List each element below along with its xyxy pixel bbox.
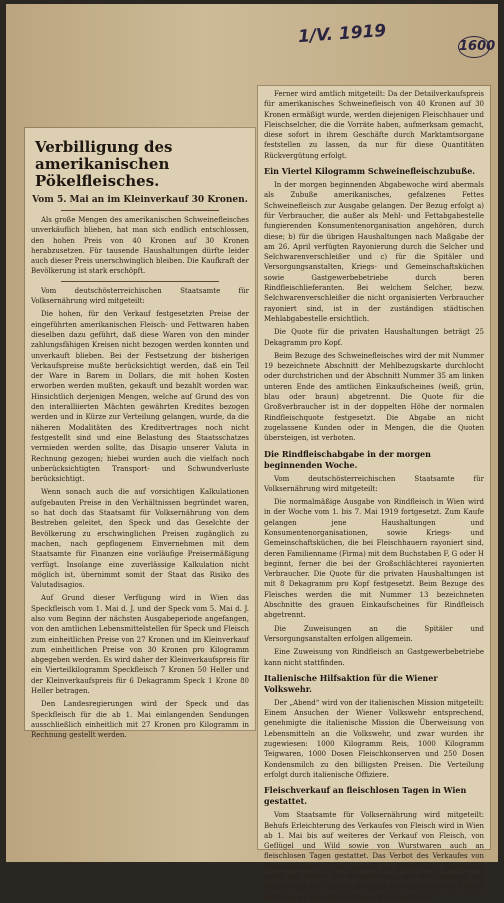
section-heading: Ein Viertel Kilogramm Schweinefleischzubuße. [264, 166, 476, 177]
handwritten-date: 1/V. 1919 [297, 20, 387, 48]
intro-paragraph: Ferner wird amtlich mitgeteilt: Da der Detailverkaufspreis für amerikanisches Schweinefleisch von 40 Kronen auf 30 Kronen ermäßigt wurde, werden diejenigen Fleischhauer und Fleischselcher, die die Vorräte haben, aufmerksam gemacht, diese sofort in ihrem Geschäfte durch Marktamtsorgane feststellen zu lassen, da nur für diese Quantitäten Rückvergütung erfolgt. [264, 90, 484, 160]
left-newspaper-clipping [25, 128, 255, 740]
divider [61, 210, 219, 211]
paragraph: Vom Staatsamte für Volksernährung wird mitgeteilt: Behufs Erleichterung des Verkaufes von Fleisch wird in Wien ab 1. Mai bis auf weiteres der Verkauf von Fleisch, von Geflügel und Wild sowie von Wurstwaren auch an fleischlosen Tagen gestattet. Das Verbot des Verkaufes von Fleischkonserven und Speisen an öffentlichen Gaststätten sowie das Verbot der Verabreichung und des Genusses von Fleisch und von Speisen die ganz oder teilweise aus Fleisch bestehen an fleischlosen Tagen bleibt aufrecht. [264, 811, 484, 902]
article-headline: Verbilligung des amerikanischen Pökelfleisches. [35, 138, 173, 190]
paragraph: Die hohen, für den Verkauf festgesetzten Preise der eingeführten amerikanischen Fleisch- und Fettwaren haben dieselben dazu geführt, daß diese Waren von den minder zahlungsfähigen Kreisen nicht bezogen werden konnten und unverkauft blieben. Bei der Festsetzung der bisherigen Verkaufspreise mußte berücksichtigt werden, daß ein Teil der Ware in Barem in Dollars, die mit hohen Kosten erworben werden mußten, gekauft und bezahlt worden war. Hinsichtlich derjenigen Mengen, welche auf Grund des von den interalliierten Mächten gewährten Kredites bezogen werden und in Kürze zur Verteilung gelangen, wurde, da die näheren Modalitäten des Kreditvertrages noch nicht festgestellt sind und eine Belastung des Staatsschatzes vermieden werden sollte, das Disagio unserer Valuta in Rechnung gezogen; hiebei wurden auch die vielfach noch unberücksichtigten Transport- und Schwundverluste berücksichtigt. [31, 310, 249, 484]
paragraph: Vom deutschösterreichischen Staatsamte für Volksernährung wird mitgeteilt: [264, 474, 484, 493]
right-newspaper-clipping [258, 86, 490, 902]
section-heading: Die Rindfleischabgabe in der morgen beginnenden Woche. [264, 448, 431, 470]
paragraph: Den Landesregierungen wird der Speck und das Speckfleisch für die ab 1. Mai einlangenden Sendungen ausschließlich einheitlich mit 27 Kronen pro Kilogramm in Rechnung gestellt werden. [31, 700, 249, 740]
paragraph: In der morgen beginnenden Abgabewoche wird abermals als Zubuße amerikanisches, gefalzenes Fettes Schweinefleisch zur Ausgabe gelangen. Der Bezug erfolgt a) für Verbraucher, die außer als Mehl- und Fettabgabestelle fungierenden Konsumentenorganisation angehören, durch diese; b) für die übrigen Haushaltungen nach Maßgabe der am 26. April verfügten Rayonierung durch die Selcher und Selchwarenverschleißer und c) für die Spitäler und Versorgungsanstalten, Kriegs- und Gemeinschaftsküchen sowie Gastgewerbebetriebe durch beren Rindfleischlieferanten. Bei welchem Selcher, bezw. Selchwarenverschleißer die nicht organisierten Verbraucher rayoniert sind, ist in der zuständigen städtischen Mehlabgabestelle ersichtlich. [264, 181, 484, 323]
paragraph: Die Zuweisungen an die Spitäler und Versorgungsanstalten erfolgen allgemein. [264, 624, 484, 643]
section-heading: Italienische Hilfsaktion für die Wiener Volkswehr. [264, 672, 438, 694]
section-heading: Fleischverkauf an fleischlosen Tagen in Wien gestattet. [264, 785, 467, 807]
article-subheadline: Vom 5. Mai an im Kleinverkauf 30 Kronen. [32, 195, 248, 205]
paragraph: Vom deutschösterreichischen Staatsamte für Volksernährung wird mitgeteilt: [31, 286, 249, 306]
paragraph: Der „Abend“ wird von der italienischen Mission mitgeteilt: Einem Ansuchen der Wiener Volkswehr entsprechend, genehmigte die italienische Mission die Überweisung von Lebensmitteln an die Volkswehr, und zwar wurden ihr zugewiesen: 1000 Kilogramm Reis, 1000 Kilogramm Teigwaren, 1000 Dosen Fleischkonserven und 250 Dosen Kondensmilch zu den billigsten Preisen. Die Verteilung erfolgt durch italienische Offiziere. [264, 698, 484, 779]
paragraph: Als große Mengen des amerikanischen Schweinefleisches unverkäuflich blieben, hat man sich endlich entschlossen, den hohen Preis von 40 Kronen auf 30 Kronen herabzusetzen. Für tausende Haushaltungen dürfte leider auch dieser Preis unerschwinglich bleiben. Die Kaufkraft der Bevölkerung ist stark erschöpft. [31, 216, 249, 276]
paragraph: Die normalmäßige Ausgabe von Rindfleisch in Wien wird in der Woche vom 1. bis 7. Mai 1919 fortgesetzt. Zum Kaufe gelangen jene Haushaltungen und Konsumentenorganisationen, sowie Kriegs- und Gemeinschaftsküchen, die bei Fleischhauern rayoniert sind, deren Familienname (Firma) mit dem Buchstaben F, G oder H beginnt, ferner die bei der Großschlächterei rayonierten Verbraucher. Die Quote für die privaten Haushaltungen ist mit 8 Dekagramm pro Kopf festgesetzt. Beim Bezuge des Fleisches werden die mit Nummer 13 bezeichneten Abschnitte des grauen Einkaufscheines für Rindfleisch abgetrennt. [264, 498, 484, 620]
paragraph: Wenn sonach auch die auf vorsichtigen Kalkulationen aufgebauten Preise in den Verhältnissen begründet waren, so hat doch das Staatsamt für Volksernährung von dem Bestreben geleitet, den Speck und das Geselchte der Bevölkerung zu erschwinglichen Preisen zugänglich zu machen, nach gepflogenem Einvernehmen mit dem Staatsamte für Finanzen eine vorläufige Preisermäßigung verfügt. Insolange eine zuverlässige Kalkulation nicht möglich ist, übernimmt somit der Staat das Risiko des Valutadisagios. [31, 488, 249, 590]
divider [61, 281, 219, 282]
paragraph: Auf Grund dieser Verfügung wird in Wien das Speckfleisch vom 1. Mai d. J. und der Speck vom 5. Mai d. J. also vom Beginn der nächsten Ausgabeperiode angefangen, von den amtlichen Lebensmittelstellen für Speck und Fleisch zum einheitlichen Preise von 27 Kronen und im Kleinverkauf zum einheitlichen Preise von 30 Kronen pro Kilogramm abgegeben werden. Es wird daher der Kleinverkaufspreis für ein Vierteilkilogramm Speckfleisch 7 Kronen 50 Heller und der Kleinverkaufspreis für 6 Dekagramm Speck 1 Krone 80 Heller betragen. [31, 594, 249, 696]
handwritten-page-number: 1600 [458, 36, 490, 58]
paragraph: Beim Bezuge des Schweinefleisches wird der mit Nummer 19 bezeichnete Abschnitt der Mehlbezugskarte durchlocht oder durchstrichen und der Abschnitt Nummer 35 am linken unteren Ende des amtlichen Einkaufscheines (weiß, grün, blau oder braun) abgetrennt. Die Quote für die Großverbraucher ist in der doppelten Höhe der normalen Rindfleischquote festgesetzt. Die Abgabe an nicht zugelassene Kunden oder in Mengen, die die Quoten übersteigen, ist verboten. [264, 351, 484, 443]
paragraph: Eine Zuweisung von Rindfleisch an Gastgewerbebetriebe kann nicht stattfinden. [264, 648, 484, 667]
paragraph: Die Quote für die privaten Haushaltungen beträgt 25 Dekagramm pro Kopf. [264, 328, 484, 347]
